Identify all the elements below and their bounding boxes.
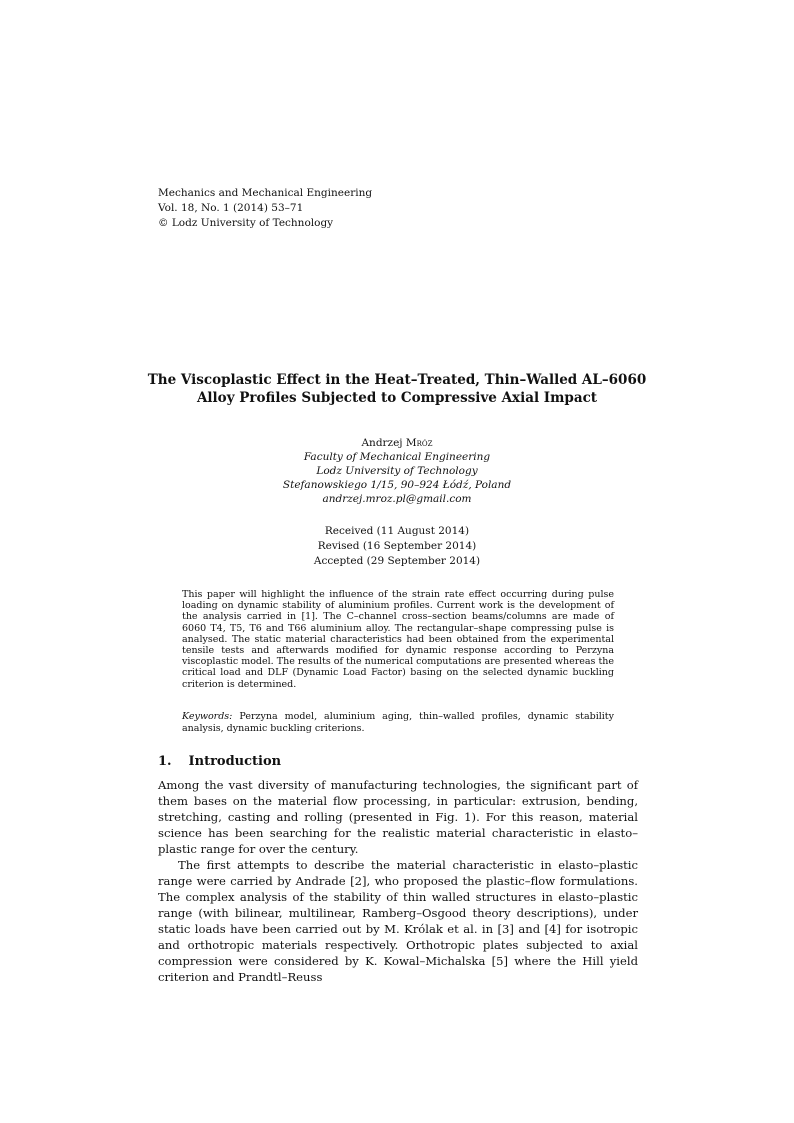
author-address: Stefanowskiego 1/15, 90–924 Łódź, Poland xyxy=(282,479,512,491)
submission-dates xyxy=(100,524,694,569)
journal-volume: Vol. 18, No. 1 (2014) 53–71 xyxy=(158,202,304,214)
date-accepted: Accepted (29 September 2014) xyxy=(313,555,481,567)
author-first-name: Andrzej xyxy=(361,437,403,449)
journal-name: Mechanics and Mechanical Engineering xyxy=(158,187,373,199)
author-last-name: Mróz xyxy=(405,437,433,449)
author-block xyxy=(100,436,694,506)
keywords-text: Perzyna model, aluminium aging, thin–walled profiles, dynamic stability analysis, dynamic buckling criterions. xyxy=(182,711,614,734)
date-received: Received (11 August 2014) xyxy=(324,525,470,537)
abstract: This paper will highlight the influence of the strain rate effect occurring during pulse loading on dynamic stability of aluminium profiles. Current work is the development of the analysis carried in [1]. The C–channel cross–section beams/columns are made of 6060 T4, T5, T6 and T66 aluminium alloy. The rectangular–shape compressing pulse is analysed. The static material characteristics had been obtained from the experimental tensile tests and afterwards modified for dynamic response according to Perzyna viscoplastic model. The results of the numerical computations are presented whereas the critical load and DLF (Dynamic Load Factor) basing on the selected dynamic buckling criterion is determined. xyxy=(182,589,614,690)
author-university: Lodz University of Technology xyxy=(316,465,478,477)
journal-copyright: © Lodz University of Technology xyxy=(158,217,334,229)
section-heading xyxy=(158,754,281,769)
section-title: Introduction xyxy=(188,754,282,769)
keywords xyxy=(182,711,614,735)
body-text xyxy=(158,777,638,985)
paper-title xyxy=(100,371,694,407)
author-faculty: Faculty of Mechanical Engineering xyxy=(303,451,491,463)
paragraph: The first attempts to describe the material characteristic in elasto–plastic range were carried by Andrade [2], who proposed the plastic–flow formulations. The complex analysis of the stability of thin walled structures in elasto–plastic range (with bilinear, multilinear, Ramberg–Osgood theory descriptions), under static loads have been carried out by M. Królak et al. in [3] and [4] for isotropic and orthotropic materials respectively. Orthotropic plates subjected to axial compression were considered by K. Kowal–Michalska [5] where the Hill yield criterion and Prandtl–Reuss xyxy=(158,858,638,984)
date-revised: Revised (16 September 2014) xyxy=(317,540,477,552)
author-email[interactable]: andrzej.mroz.pl@gmail.com xyxy=(322,493,472,505)
journal-info xyxy=(158,186,372,231)
keywords-label: Keywords: xyxy=(182,711,233,722)
paper-title-line-2: Alloy Profiles Subjected to Compressive Axial Impact xyxy=(196,390,598,406)
author-name xyxy=(100,436,694,450)
paragraph: Among the vast diversity of manufacturing technologies, the significant part of them bases on the material flow processing, in particular: extrusion, bending, stretching, casting and rolling (presented in Fig. 1). For this reason, material science has been searching for the realistic material characteristic in elasto–plastic range for over the century. xyxy=(158,778,638,856)
paper-title-line-1: The Viscoplastic Effect in the Heat–Treated, Thin–Walled AL–6060 xyxy=(147,372,647,388)
section-number: 1. xyxy=(158,754,172,769)
